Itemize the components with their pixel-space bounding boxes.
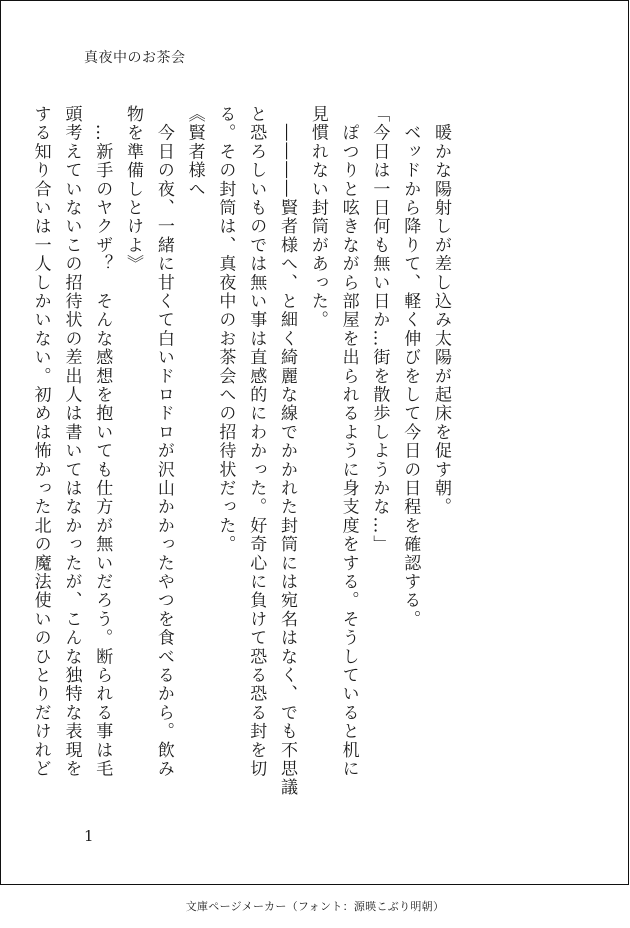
paragraph: ベッドから降りて、軽く伸びをして今日の日程を確認する。 [400,105,421,629]
paragraph: 今日の夜、一緒に甘くて白いドロドロが沢山かかったやつを食べるから。飲み 物を準備しとけよ》 [123,105,174,779]
vertical-body-text [30,105,456,805]
paragraph: 「今日は一日何も無い日か…街を散歩しようかな…」 [369,105,390,554]
footer-credit: 文庫ページメーカー（フォント：源暎こぶり明朝） [185,900,445,913]
page-number: 1 [84,827,94,845]
paragraph: ぽつりと呟きながら部屋を出られるように身支度をする。そうしていると机に 見慣れない封筒があった。 [307,105,359,779]
paragraph: ――――賢者様へ、と細く綺麗な線でかかれた封筒には宛名はなく、でも不思議 と恐ろしいものでは無い事は直感的にわかった。好奇心に負けて恐る恐る封を切 る。その封筒は、真夜中のお茶会への招待状だった。 [215,105,298,797]
running-title: 真夜中のお茶会 [84,50,186,66]
paragraph: 《賢者様へ [184,105,205,199]
paragraph: …新手のヤクザ？ そんな感想を抱いても仕方が無いだろう。断られる事は毛 頭考えていないこの招待状の差出人は書いてはなかったが、こんな独特な表現を する知り合いは一人しかいない。初めは怖かった北の魔法使いのひとりだけれど [30,105,113,779]
paragraph: 暖かな陽射しが差し込み太陽が起床を促す朝。 [431,105,451,517]
